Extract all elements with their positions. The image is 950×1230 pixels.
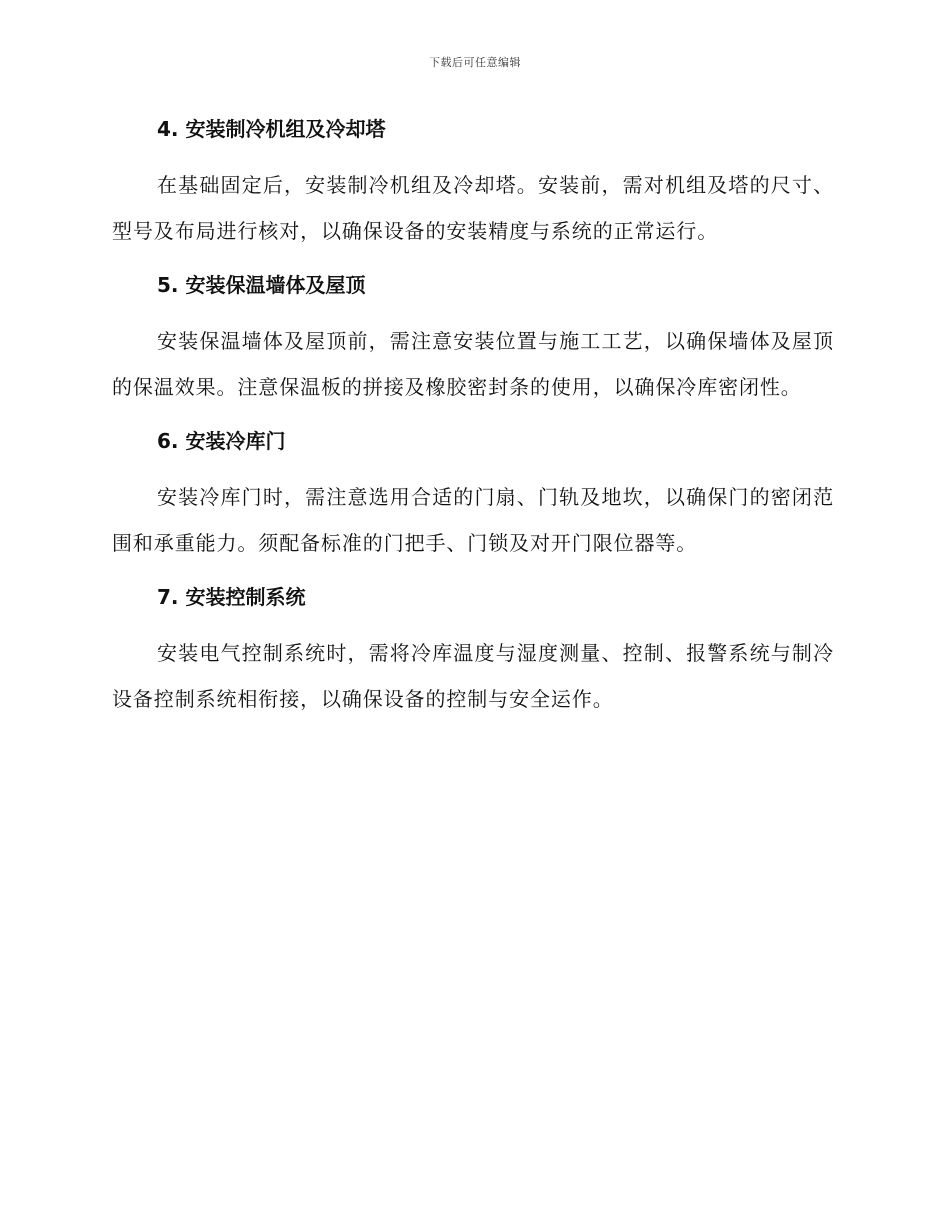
section-paragraph: 在基础固定后，安装制冷机组及冷却塔。安装前，需对机组及塔的尺寸、型号及布局进行核对，以确保设备的安装精度与系统的正常运行。 [112, 173, 834, 243]
section-install-control-system [112, 580, 834, 722]
section-heading: 4. 安装制冷机组及冷却塔 [157, 117, 386, 141]
section-heading: 5. 安装保温墙体及屋顶 [157, 273, 366, 297]
document-body [112, 112, 834, 736]
section-install-door [112, 424, 834, 566]
section-paragraph: 安装冷库门时，需注意选用合适的门扇、门轨及地坎，以确保门的密闭范围和承重能力。须配备标准的门把手、门锁及对开门限位器等。 [112, 485, 834, 555]
section-install-insulation [112, 268, 834, 410]
page-header-note: 下载后可任意编辑 [429, 56, 521, 69]
section-heading: 6. 安装冷库门 [157, 429, 286, 453]
section-heading: 7. 安装控制系统 [157, 585, 306, 609]
section-paragraph: 安装电气控制系统时，需将冷库温度与湿度测量、控制、报警系统与制冷设备控制系统相衔接，以确保设备的控制与安全运作。 [112, 641, 834, 711]
section-install-chiller [112, 112, 834, 254]
section-paragraph: 安装保温墙体及屋顶前，需注意安装位置与施工工艺，以确保墙体及屋顶的保温效果。注意保温板的拼接及橡胶密封条的使用，以确保冷库密闭性。 [112, 329, 834, 399]
